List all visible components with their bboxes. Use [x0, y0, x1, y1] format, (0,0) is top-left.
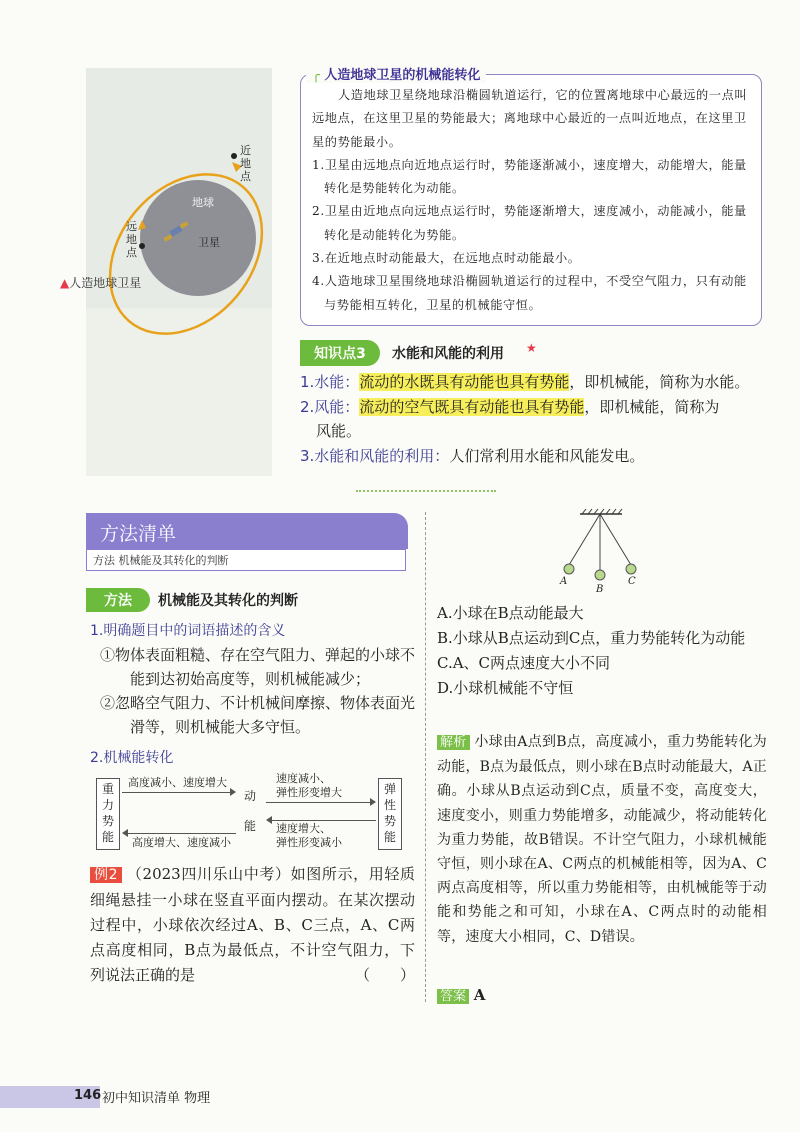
satellite-point-4: 4.人造地球卫星围绕地球沿椭圆轨道运行的过程中，不受空气阻力，只有动能与势能相互转化，卫星的机械能守恒。	[312, 274, 747, 312]
energy-flow-diagram	[90, 774, 420, 854]
perigee-label: 近 地 点	[240, 144, 251, 183]
flow-label-bottom-right-2: 弹性形变减小	[276, 836, 342, 849]
elastic-pe-box: 弹 性 势 能	[378, 778, 402, 850]
arrowhead-top-left	[230, 788, 236, 796]
analysis-tag: 解析	[437, 735, 470, 750]
answer-value: A	[473, 986, 486, 1004]
pendulum-diagram	[540, 506, 660, 596]
earth-label: 地球	[192, 196, 214, 209]
satellite-point-1: 1.卫星由远地点向近地点运行时，势能逐渐减小，速度增大，动能增大，能量转化是势能转化为动能。	[312, 157, 747, 196]
figure-caption: ▲人造地球卫星	[60, 276, 142, 290]
method-bullet-1: ①物体表面粗糙、存在空气阻力、弹起的小球不能到达初始高度等，则机械能减少；	[100, 646, 416, 688]
arrow-bottom-right	[272, 820, 376, 821]
kp-item-3: 3.水能和风能的利用：人们常利用水能和风能发电。	[300, 447, 645, 465]
kp-item-1: 1.水能：流动的水既具有动能也具有势能，即机械能，简称为水能。	[300, 373, 750, 391]
method-subheading-1: 1.明确题目中的词语描述的含义	[90, 623, 286, 639]
section-divider	[356, 490, 496, 492]
satellite-label: 卫星	[198, 236, 220, 249]
satellite-orbit-diagram	[86, 68, 272, 368]
apogee-label: 远 地 点	[126, 220, 137, 259]
flow-label-top-right-2: 弹性形变增大	[276, 786, 342, 799]
arrowhead-top-right	[370, 798, 376, 806]
flow-label-bottom-right-1: 速度增大、	[276, 822, 331, 835]
method-bullet-2: ②忽略空气阻力、不计机械间摩擦、物体表面光滑等，则机械能大多守恒。	[100, 694, 416, 736]
method-section-subtitle: 方法 机械能及其转化的判断	[86, 549, 406, 571]
ball-b	[595, 570, 605, 580]
caption-marker: ▲	[60, 276, 70, 290]
knowledge-point-label: 知识点3	[300, 340, 380, 366]
importance-star-icon: ★	[526, 341, 537, 355]
analysis-block	[437, 730, 767, 949]
satellite-point-2: 2.卫星由近地点向远地点运行时，势能逐渐增大，速度减小，动能减小，能量转化是动能转化为势能。	[312, 204, 747, 242]
label-a: A	[560, 576, 568, 587]
example-question	[90, 862, 415, 988]
apogee-dot	[139, 243, 145, 249]
label-b: B	[596, 584, 604, 595]
flow-label-top-right-1: 速度减小、	[276, 772, 331, 785]
answer-options	[437, 601, 767, 701]
arrow-bottom-left	[128, 833, 236, 834]
answer-tag: 答案	[437, 989, 469, 1004]
ball-a	[564, 564, 574, 574]
example-text: 如图所示，用轻质细绳悬挂一小球在竖直平面内摆动。在某次摆动过程中，小球依次经过A、B、C三点，A、C两点高度相同，B点为最低点，不计空气阻力，下列说法正确的是	[90, 865, 415, 984]
option-d: D.小球机械能不守恒	[437, 679, 574, 697]
ball-c	[626, 564, 636, 574]
method-section-title: 方法清单	[100, 523, 177, 545]
analysis-text: 小球由A点到B点，高度减小，重力势能转化为动能，B点为最低点，则小球在B点时动能最大，A正确。小球从B点运动到C点，质量不变，高度变大，速度变小，则重力势能增多，动能减少，将动能转化为重力势能，故B错误。不计空气阻力，小球机械能守恒，则小球在A、C两点的机械能相等，因为A、C两点高度相等，所以重力势能相等，由机械能等于动能和势能之和可知，小球在A、C两点时的动能相等，速度大小相同，C、D错误。	[437, 734, 767, 945]
column-divider	[425, 512, 426, 1002]
kinetic-energy-box: 动 能	[243, 789, 256, 833]
example-tag: 例2	[90, 867, 122, 883]
gravitational-pe-box: 重 力 势 能	[96, 778, 120, 850]
arrow-top-left	[122, 792, 230, 793]
example-source: （2023四川乐山中考）	[126, 865, 291, 883]
satellite-box-title: ╭ 人造地球卫星的机械能转化	[306, 64, 486, 83]
string-a	[569, 514, 600, 565]
perigee-dot	[231, 153, 237, 159]
answer-block	[437, 985, 485, 1004]
satellite-intro: 人造地球卫星绕地球沿椭圆轨道运行，它的位置离地球中心最远的一点叫远地点，在这里卫星的势能最大；离地球中心最近的一点叫近地点，在这里卫星的势能最小。	[312, 88, 748, 149]
satellite-figure	[86, 68, 272, 476]
satellite-point-3: 3.在近地点时动能最大，在远地点时动能最小。	[312, 251, 581, 266]
method-tag: 方法	[86, 588, 150, 612]
option-b: B.小球从B点运动到C点，重力势能转化为动能	[437, 629, 746, 647]
flow-label-top-left: 高度减小、速度增大	[128, 776, 227, 789]
option-c: C.A、C两点速度大小不同	[437, 654, 611, 672]
label-c: C	[628, 576, 636, 587]
book-title: 初中知识清单 物理	[102, 1091, 211, 1106]
method-bullets	[100, 643, 420, 739]
arrow-top-right	[266, 802, 370, 803]
page-number: 146	[74, 1088, 102, 1103]
method-subheading-2: 2.机械能转化	[90, 750, 174, 766]
string-c	[600, 514, 631, 565]
knowledge-point-title: 水能和风能的利用	[392, 346, 504, 362]
satellite-box-body	[312, 84, 752, 317]
option-a: A.小球在B点动能最大	[437, 604, 584, 622]
kp-item-2: 2.风能：流动的空气既具有动能也具有势能，即机械能，简称为 风能。	[300, 398, 720, 440]
knowledge-point-body	[300, 370, 770, 469]
method-heading: 机械能及其转化的判断	[158, 593, 298, 609]
flow-label-bottom-left: 高度增大、速度减小	[132, 836, 231, 849]
answer-blank: （ ）	[354, 966, 415, 984]
